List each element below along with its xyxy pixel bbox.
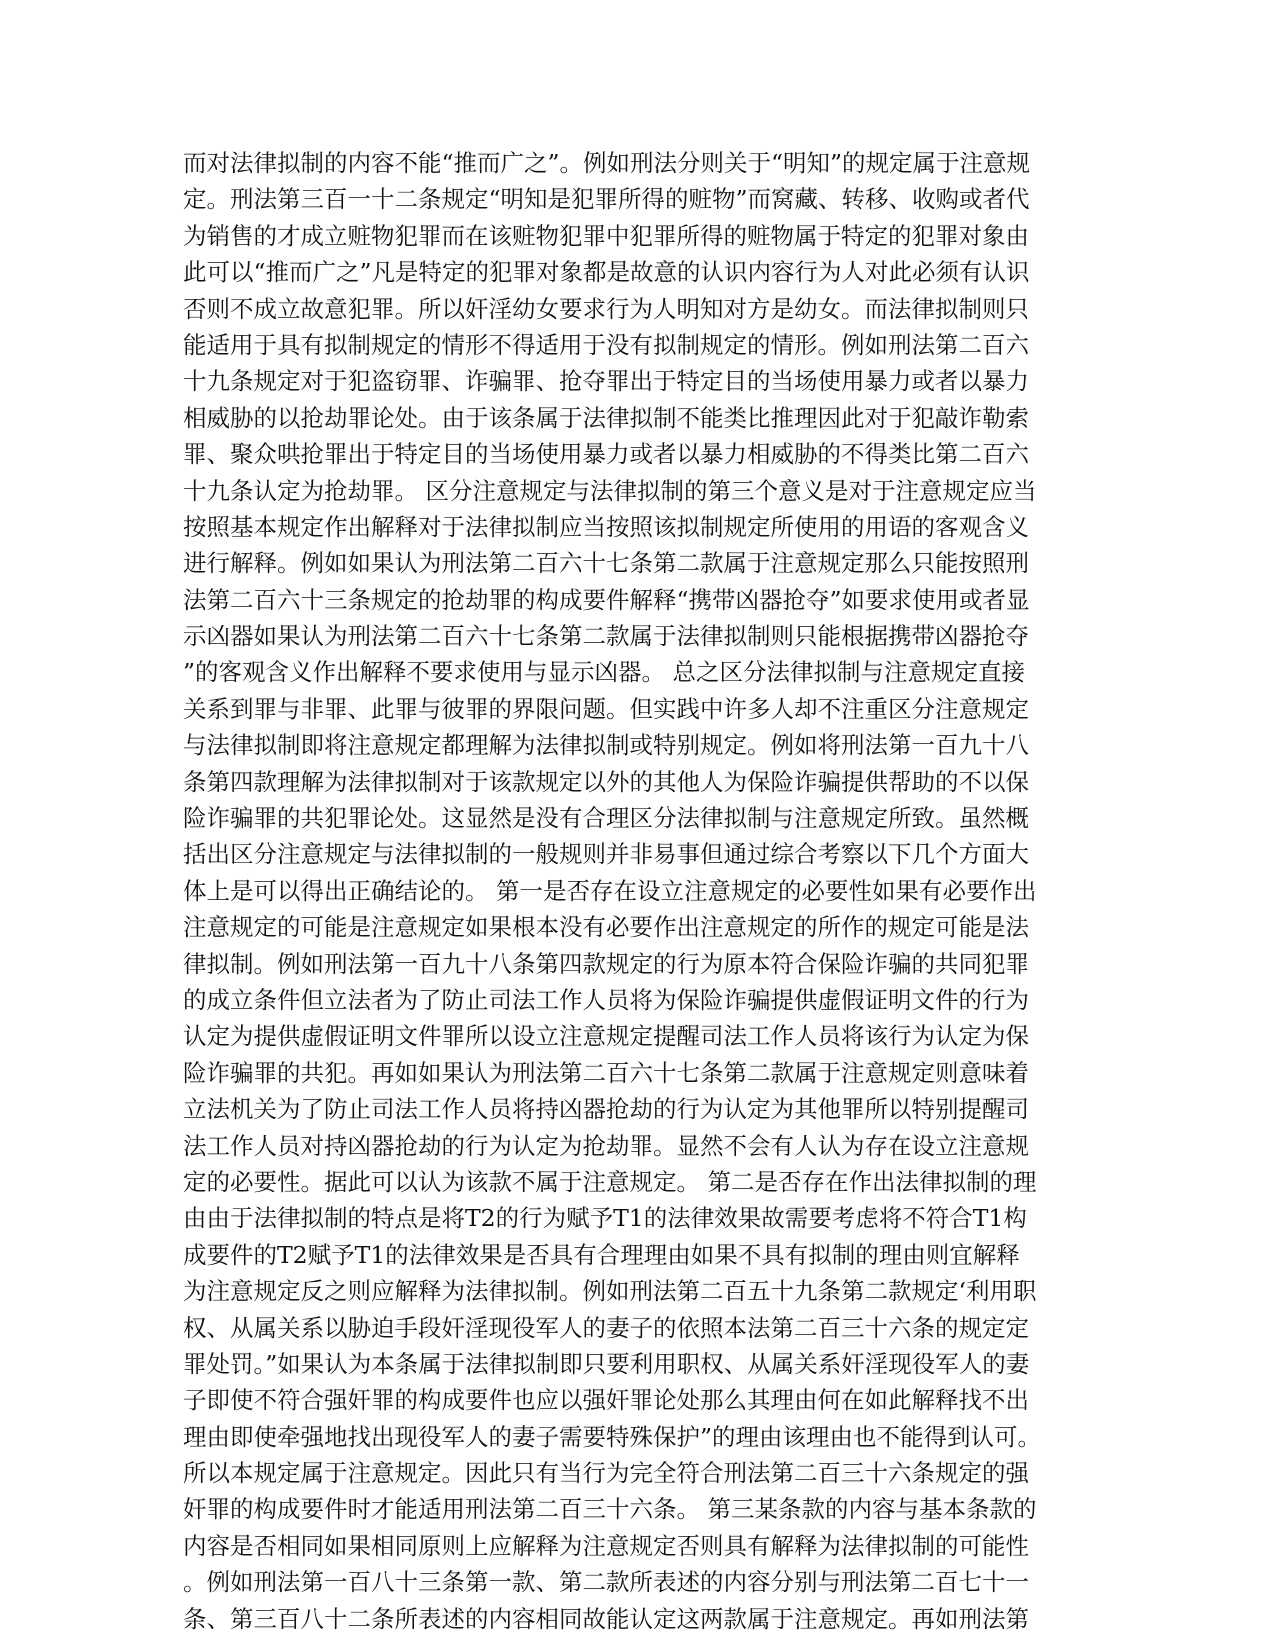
text-line: 律拟制。例如刑法第一百九十八条第四款规定的行为原本符合保险诈骗的共同犯罪	[183, 949, 1029, 978]
text-line: 为销售的才成立赃物犯罪而在该赃物犯罪中犯罪所得的赃物属于特定的犯罪对象由	[183, 221, 1029, 250]
text-line: 。例如刑法第一百八十三条第一款、第二款所表述的内容分别与刑法第二百七十一	[183, 1568, 1029, 1597]
text-line: 否则不成立故意犯罪。所以奸淫幼女要求行为人明知对方是幼女。而法律拟制则只	[183, 294, 1029, 323]
text-line: 的成立条件但立法者为了防止司法工作人员将为保险诈骗提供虚假证明文件的行为	[183, 985, 1029, 1014]
text-line: 子即使不符合强奸罪的构成要件也应以强奸罪论处那么其理由何在如此解释找不出	[183, 1386, 1029, 1415]
text-line: 法工作人员对持凶器抢劫的行为认定为抢劫罪。显然不会有人认为存在设立注意规	[183, 1131, 1029, 1160]
text-line: 立法机关为了防止司法工作人员将持凶器抢劫的行为认定为其他罪所以特别提醒司	[183, 1095, 1029, 1124]
text-line: 由由于法律拟制的特点是将T2的行为赋予T1的法律效果故需要考虑将不符合T1构	[183, 1204, 1027, 1233]
text-line: 关系到罪与非罪、此罪与彼罪的界限问题。但实践中许多人却不注重区分注意规定	[183, 694, 1029, 723]
text-line: 括出区分注意规定与法律拟制的一般规则并非易事但通过综合考察以下几个方面大	[183, 840, 1029, 869]
body-text	[183, 145, 1103, 1637]
text-line: 与法律拟制即将注意规定都理解为法律拟制或特别规定。例如将刑法第一百九十八	[183, 731, 1029, 760]
text-line: 能适用于具有拟制规定的情形不得适用于没有拟制规定的情形。例如刑法第二百六	[183, 330, 1029, 359]
text-line: 示凶器如果认为刑法第二百六十七条第二款属于法律拟制则只能根据携带凶器抢夺	[183, 622, 1029, 651]
text-line: 法第二百六十三条规定的抢劫罪的构成要件解释“携带凶器抢夺”如要求使用或者显	[183, 585, 1030, 614]
text-line: 注意规定的可能是注意规定如果根本没有必要作出注意规定的所作的规定可能是法	[183, 913, 1029, 942]
text-line: 十九条规定对于犯盗窃罪、诈骗罪、抢夺罪出于特定目的当场使用暴力或者以暴力	[183, 367, 1029, 396]
text-line: 而对法律拟制的内容不能“推而广之”。例如刑法分则关于“明知”的规定属于注意规	[183, 149, 1031, 177]
text-line: 条、第三百八十二条所表述的内容相同故能认定这两款属于注意规定。再如刑法第	[183, 1604, 1029, 1633]
text-line: 十九条认定为抢劫罪。 区分注意规定与法律拟制的第三个意义是对于注意规定应当	[183, 476, 1037, 505]
text-line: 体上是可以得出正确结论的。 第一是否存在设立注意规定的必要性如果有必要作出	[183, 876, 1037, 905]
text-line: 定。刑法第三百一十二条规定“明知是犯罪所得的赃物”而窝藏、转移、收购或者代	[183, 185, 1030, 214]
text-line: 进行解释。例如如果认为刑法第二百六十七条第二款属于注意规定那么只能按照刑	[183, 549, 1029, 578]
text-line: 罪处罚。”如果认为本条属于法律拟制即只要利用职权、从属关系奸淫现役军人的妻	[183, 1349, 1030, 1378]
text-line: 奸罪的构成要件时才能适用刑法第二百三十六条。 第三某条款的内容与基本条款的	[183, 1495, 1037, 1524]
text-line: 权、从属关系以胁迫手段奸淫现役军人的妻子的依照本法第二百三十六条的规定定	[183, 1313, 1029, 1342]
text-line: 此可以“推而广之”凡是特定的犯罪对象都是故意的认识内容行为人对此必须有认识	[183, 258, 1030, 287]
text-line: 成要件的T2赋予T1的法律效果是否具有合理理由如果不具有拟制的理由则宜解释	[183, 1240, 1020, 1269]
text-line: 为注意规定反之则应解释为法律拟制。例如刑法第二百五十九条第二款规定‘利用职	[183, 1277, 1037, 1306]
text-line: 认定为提供虚假证明文件罪所以设立注意规定提醒司法工作人员将该行为认定为保	[183, 1022, 1029, 1051]
text-line: 相威胁的以抢劫罪论处。由于该条属于法律拟制不能类比推理因此对于犯敲诈勒索	[183, 403, 1029, 432]
text-line: 内容是否相同如果相同原则上应解释为注意规定否则具有解释为法律拟制的可能性	[183, 1531, 1029, 1560]
text-line: 罪、聚众哄抢罪出于特定目的当场使用暴力或者以暴力相威胁的不得类比第二百六	[183, 440, 1029, 469]
text-line: ”的客观含义作出解释不要求使用与显示凶器。 总之区分法律拟制与注意规定直接	[183, 658, 1025, 687]
text-line: 险诈骗罪的共犯罪论处。这显然是没有合理区分法律拟制与注意规定所致。虽然概	[183, 804, 1029, 833]
text-line: 理由即使牵强地找出现役军人的妻子需要特殊保护”的理由该理由也不能得到认可。	[183, 1422, 1042, 1451]
text-line: 险诈骗罪的共犯。再如如果认为刑法第二百六十七条第二款属于注意规定则意味着	[183, 1058, 1029, 1087]
text-line: 定的必要性。据此可以认为该款不属于注意规定。 第二是否存在作出法律拟制的理	[183, 1167, 1037, 1196]
text-line: 所以本规定属于注意规定。因此只有当行为完全符合刑法第二百三十六条规定的强	[183, 1459, 1029, 1488]
text-line: 按照基本规定作出解释对于法律拟制应当按照该拟制规定所使用的用语的客观含义	[183, 512, 1029, 541]
text-line: 条第四款理解为法律拟制对于该款规定以外的其他人为保险诈骗提供帮助的不以保	[183, 767, 1029, 796]
